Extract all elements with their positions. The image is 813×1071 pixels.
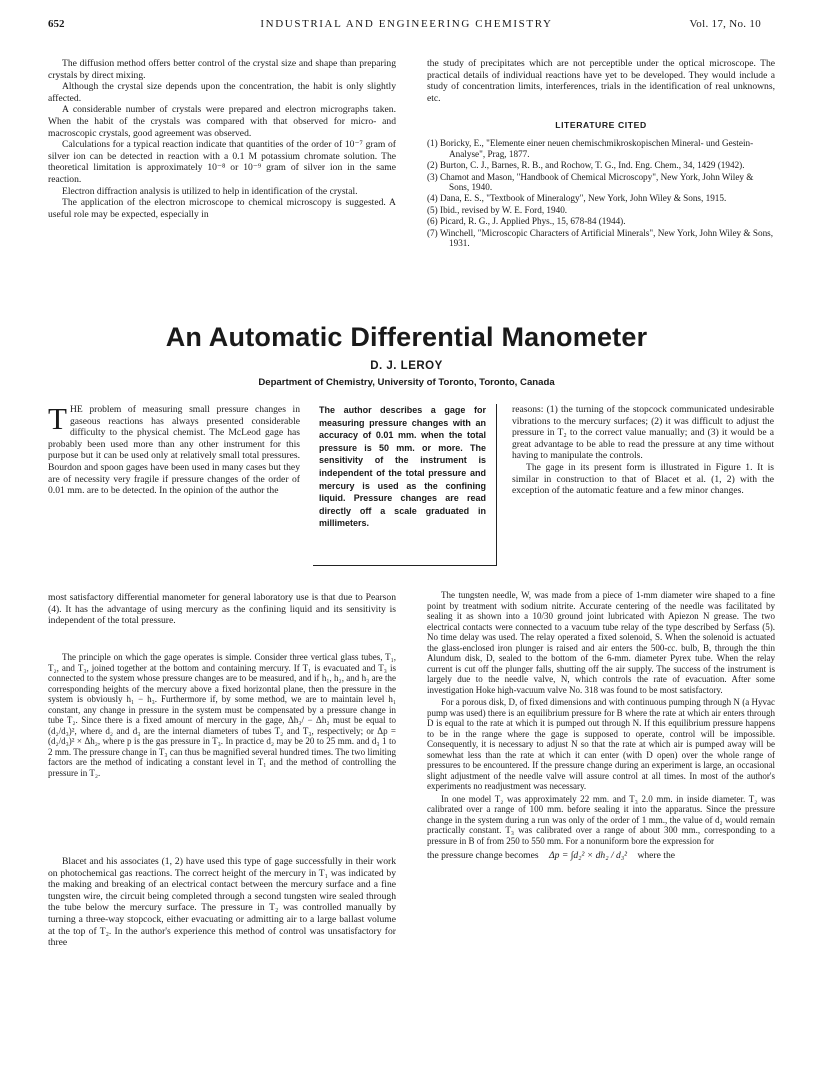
paragraph: Calculations for a typical reaction indicate that quantities of the order of 10⁻⁷ gram of silver ion can be detected in reaction with a 0.1 M potassium chromate solution. The theoretical limitation is approximately 10⁻⁸ or 10⁻⁹ gram of silver ion in the same reaction. bbox=[48, 139, 396, 185]
lower-left-column bbox=[48, 592, 396, 637]
article-title: An Automatic Differential Manometer bbox=[165, 322, 648, 352]
reference-item: (5) Ibid., revised by W. E. Ford, 1940. bbox=[427, 204, 568, 215]
paragraph: reasons: (1) the turning of the stopcock communicated undesirable vibrations to the mercury surfaces; (2) it was difficult to adjust the pressure in T₂ to the correct value manually; and (3) it would be a great advantage to be able to read the pressure at any time without having to manipulate the controls. bbox=[512, 404, 774, 462]
paragraph: For a porous disk, D, of fixed dimensions and with continuous pumping through N (a Hyvac pump was used) there is an equilibrium pressure for B where the rate at which air enters through D is equal to the rate at which it is pumped out through N. If this equilibrium pressure happens to be in the range where the gage is supposed to operate, control will be impossible. Consequently, it is necessary to adjust N so that the rate at which air is pumped away will be somewhat less than the rate at which it can enter (with D open) over the whole range of pressures to be encountered. If the pressure change during an experiment is large, an occasional slight adjustment of the needle valve will assure control at all times. In most of the author's experiments no readjustment was necessary. bbox=[427, 697, 775, 791]
blacet-column bbox=[48, 856, 396, 949]
paragraph: most satisfactory differential manometer for general laboratory use is that due to Pearson (4). It has the advantage of using mercury as the confining liquid and its sensitivity is independent of the total pressure. bbox=[48, 592, 396, 627]
formula: Δp = ∫d₂² × dh₂ / d₃² bbox=[549, 850, 628, 861]
paragraph: A considerable number of crystals were prepared and electron micrographs taken. When the habit of the crystals was compared with that observed for micro- and macroscopic crystals, good agreement was observed. bbox=[48, 104, 396, 139]
reference-list bbox=[427, 138, 775, 248]
volume-issue: Vol. 17, No. 10 bbox=[689, 18, 761, 30]
paragraph: The diffusion method offers better control of the crystal size and shape than preparing crystals by direct mixing. bbox=[48, 58, 396, 81]
prev-article-right-column bbox=[427, 58, 775, 249]
drop-cap: T bbox=[48, 401, 67, 436]
literature-cited-heading: LITERATURE CITED bbox=[555, 120, 647, 131]
journal-name: INDUSTRIAL AND ENGINEERING CHEMISTRY bbox=[260, 18, 553, 30]
principle-column bbox=[48, 652, 396, 786]
paragraph: Electron diffraction analysis is utilized to help in identification of the crystal. bbox=[62, 185, 358, 197]
paragraph: The principle on which the gage operates is simple. Consider three vertical glass tubes, T₁, T₂, and T₃, joined together at the bottom and containing mercury. If T₁ is evacuated and T₃ is connected to the system whose pressure changes are to be measured, and if h₁, h₂, and h₃ are the corresponding heights of the mercury above a fixed horizontal plane, then the pressure in the system is obviously h₁ − h₃. Furthermore if, by some method, we are to maintain level h₁ constant, any change in pressure in the system must be compensated by a pressure change in tube T₂. Since there is a fixed amount of mercury in the gage, Δh₃/ − Δh₂ must be equal to (d₂/d₃)², where d₂ and d₃ are the internal diameters of tubes T₂ and T₃, respectively; or Δp = (d₂/d₃)² × Δh₂, where p is the gas pressure in T₃. In practice d₂ may be 20 to 25 mm. and d₃ 1 to 2 mm. The pressure change in T₃ can thus be magnified several hundred times. The two limiting factors are the method of indicating a constant level in T₁ and the method of controlling the pressure in T₂. bbox=[48, 652, 396, 778]
paragraph: Although the crystal size depends upon the concentration, the habit is only slightly affected. bbox=[48, 81, 396, 104]
reference-item: (2) Burton, C. J., Barnes, R. B., and Rochow, T. G., Ind. Eng. Chem., 34, 1429 (1942). bbox=[427, 160, 745, 171]
paragraph: In one model T₂ was approximately 22 mm. and T₃ 2.0 mm. in inside diameter. T₂ was calibrated over a range of 100 mm. before sealing it into the apparatus. Since the pressure change in the system during a run was only of the order of 1 mm., the value of d₂ would remain practically constant. T₃ was calibrated over a range of about 300 mm., corresponding to a pressure in B of from 250 to 550 mm. For a nonuniform bore the expression for bbox=[427, 793, 775, 846]
article-author: D. J. LEROY bbox=[370, 360, 443, 372]
formula-lead: the pressure change becomes bbox=[427, 850, 539, 861]
formula-line bbox=[427, 850, 775, 862]
reasons-column bbox=[512, 404, 774, 497]
lower-right-column bbox=[427, 590, 775, 862]
paragraph: The application of the electron microscope to chemical microscopy is suggested. A useful role may be expected, especially in bbox=[48, 197, 396, 220]
formula-tail: where the bbox=[637, 850, 676, 861]
running-header bbox=[0, 14, 813, 34]
article-affiliation: Department of Chemistry, University of Toronto, Toronto, Canada bbox=[258, 377, 555, 388]
reference-item: (3) Chamot and Mason, "Handbook of Chemical Microscopy", New York, John Wiley & Sons, 1940. bbox=[427, 171, 754, 192]
reference-item: (4) Dana, E. S., "Textbook of Mineralogy", New York, John Wiley & Sons, 1915. bbox=[427, 193, 727, 204]
abstract-box: The author describes a gage for measuring pressure changes with an accuracy of 0.01 mm. when the total pressure is 50 mm. or more. The sensitivity of the instrument is independent of the total pressure and mercury is used as the confining liquid. Pressure changes are read directly off a scale graduated in millimeters. bbox=[313, 404, 497, 566]
prev-article-left-column bbox=[48, 58, 396, 220]
paragraph: The gage in its present form is illustrated in Figure 1. It is similar in construction to that of Blacet et al. (1, 2) with the exception of the automatic feature and a few minor changes. bbox=[512, 461, 774, 497]
paragraph: Blacet and his associates (1, 2) have used this type of gage successfully in their work on photochemical gas reactions. The correct height of the mercury in T₁ was indicated by the making and breaking of an electrical contact between the mercury surface and a fine tungsten wire, the circuit being completed through a second tungsten wire sealed through the tube below the mercury surface. The pressure in T₂ was controlled manually by turning a three-way stopcock, either evacuating or admitting air to a large ballast volume at the top of T₂. In the author's experience this method of control was unsatisfactory for three bbox=[48, 856, 396, 949]
page-number: 652 bbox=[48, 18, 65, 30]
reference-item: (1) Boricky, E., "Elemente einer neuen chemischmikroskopischen Mineral- und Gestein-Analyse", Prag, 1877. bbox=[427, 138, 754, 159]
paragraph: The tungsten needle, W, was made from a piece of 1-mm diameter wire shaped to a fine point by treatment with sodium nitrite. Accurate centering of the needle was facilitated by sealing it as shown into a 10/30 ground joint lubricated with Apiezon N grease. The two electrical contacts were connected to a vacuum tube relay of the type described by Serfass (5). No time delay was used. The relay operated a fixed solenoid, S. When the solenoid is actuated the glass-enclosed iron plunger is raised and air enters the 500-cc. bulb, B, through the thin Alundum disk, D, sealed to the bottom of the 6-mm. diameter Pyrex tube. When the relay current is cut off the plunger falls, shutting off the air supply. The success of the instrument is largely due to the needle valve, N, which controls the rate of evacuation. After some investigation Hoke high-vacuum valve No. 318 was found to be most satisfactory. bbox=[427, 590, 775, 695]
reference-item: (6) Picard, R. G., J. Applied Phys., 15, 678-84 (1944). bbox=[427, 216, 626, 227]
intro-text: HE problem of measuring small pressure changes in gaseous reactions has always presented considerable difficulty to the physical chemist. The McLeod gage has probably been used more than any other instrument for this purpose but it can be used only at relatively small total pressures. Bourdon and spoon gages have been used in many cases but they are of necessity very fragile if pressure changes of the order of 0.01 mm. are to be detected. In the opinion of the author the bbox=[48, 404, 300, 497]
reference-item: (7) Winchell, "Microscopic Characters of Artificial Minerals", New York, John Wiley & Sons, 1931. bbox=[427, 227, 774, 249]
paragraph: the study of precipitates which are not perceptible under the optical microscope. The practical details of individual reactions have yet to be developed. They would include a study of concentration limits, interferences, trials in the identification of real unknowns, etc. bbox=[427, 58, 775, 104]
intro-column bbox=[48, 401, 300, 497]
